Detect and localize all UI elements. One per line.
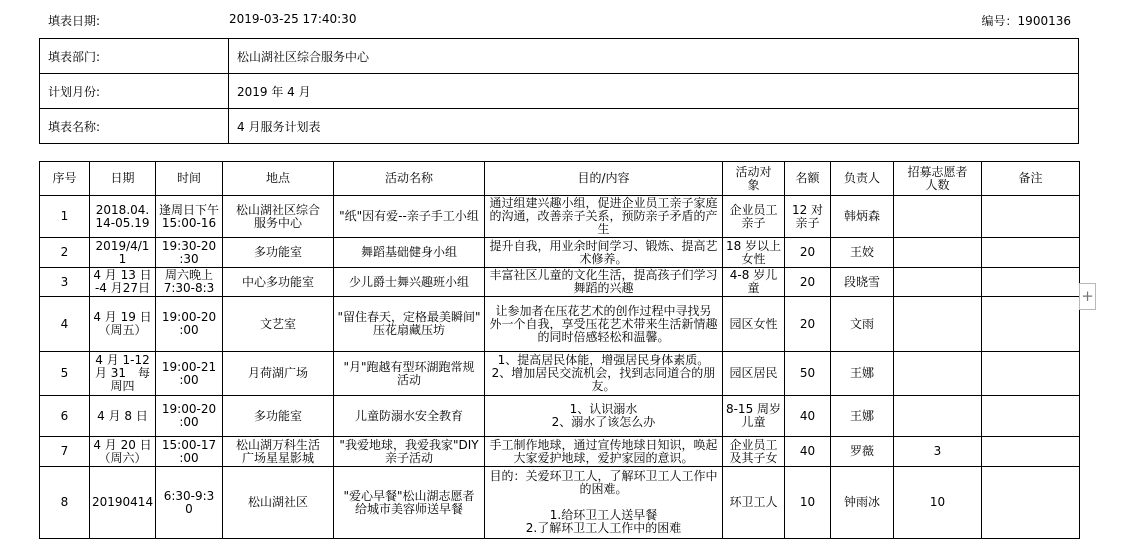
table-cell: 罗薇 <box>831 437 894 467</box>
table-cell: 20 <box>785 238 831 268</box>
table-cell: 文雨 <box>831 297 894 352</box>
table-cell: "纸"因有爱--亲子手工小组 <box>334 196 485 238</box>
table-cell: 段晓雪 <box>831 268 894 297</box>
table-cell: 松山湖万科生活 广场星星影城 <box>223 437 334 467</box>
table-cell: 让参加者在压花艺术的创作过程中寻找另 外一个自我，享受压花艺术带来生活新情趣 的同时倍感轻松和温馨。 <box>485 297 723 352</box>
table-cell: "爱心早餐"松山湖志愿者 给城市美容师送早餐 <box>334 467 485 539</box>
table-cell: 2019/4/1 1 <box>90 238 156 268</box>
info-row-department <box>40 39 1079 74</box>
table-cell: 40 <box>785 396 831 437</box>
table-cell: 多功能室 <box>223 396 334 437</box>
table-cell <box>982 437 1080 467</box>
column-header: 负责人 <box>831 162 894 196</box>
table-cell <box>982 268 1080 297</box>
table-cell: 19:00-21 :00 <box>156 352 223 396</box>
column-header: 时间 <box>156 162 223 196</box>
table-cell: 王娜 <box>831 396 894 437</box>
table-cell <box>894 238 982 268</box>
date-label: 填表日期: <box>48 14 101 28</box>
table-cell: 王娜 <box>831 352 894 396</box>
table-cell: 周六晚上 7:30-8:3 <box>156 268 223 297</box>
table-cell: 7 <box>40 437 90 467</box>
column-header: 地点 <box>223 162 334 196</box>
table-cell: 19:00-20 :00 <box>156 396 223 437</box>
service-plan-table <box>39 161 1080 539</box>
table-cell: 4 月 19 日 （周五） <box>90 297 156 352</box>
plus-icon: + <box>1081 287 1094 305</box>
table-row <box>40 437 1080 467</box>
table-cell: 4 月 1-12 月 31 每 周四 <box>90 352 156 396</box>
table-cell: 8 <box>40 467 90 539</box>
table-cell: 4 月 13 日 -4 月27日 <box>90 268 156 297</box>
table-row <box>40 268 1080 297</box>
table-row <box>40 297 1080 352</box>
table-cell: 儿童防溺水安全教育 <box>334 396 485 437</box>
column-header: 目的/内容 <box>485 162 723 196</box>
table-cell: 20190414 <box>90 467 156 539</box>
table-cell: 企业员工 亲子 <box>723 196 785 238</box>
table-cell: 6:30-9:3 0 <box>156 467 223 539</box>
table-cell <box>982 467 1080 539</box>
table-cell: 松山湖社区 <box>223 467 334 539</box>
table-cell: 2018.04. 14-05.19 <box>90 196 156 238</box>
date-value: 2019-03-25 17:40:30 <box>229 12 357 26</box>
column-header: 活动对象 <box>723 162 785 196</box>
table-cell <box>982 196 1080 238</box>
plan-month-value: 2019 年 4 月 <box>229 74 1079 109</box>
table-cell: 松山湖社区综合 服务中心 <box>223 196 334 238</box>
table-cell: 钟雨冰 <box>831 467 894 539</box>
form-name-value: 4 月服务计划表 <box>229 109 1079 144</box>
table-cell: 12 对 亲子 <box>785 196 831 238</box>
table-cell: 15:00-17 :00 <box>156 437 223 467</box>
column-header: 活动名称 <box>334 162 485 196</box>
department-value: 松山湖社区综合服务中心 <box>229 39 1079 74</box>
table-cell: 10 <box>894 467 982 539</box>
table-cell: 王姣 <box>831 238 894 268</box>
table-cell: 19:00-20 :00 <box>156 297 223 352</box>
table-cell: 4 月 8 日 <box>90 396 156 437</box>
table-cell: 1、认识溺水 2、溺水了该怎么办 <box>485 396 723 437</box>
table-cell: 中心多功能室 <box>223 268 334 297</box>
table-cell: 20 <box>785 268 831 297</box>
table-cell: 环卫工人 <box>723 467 785 539</box>
table-cell: 5 <box>40 352 90 396</box>
table-cell: 18 岁以上 女性 <box>723 238 785 268</box>
table-row <box>40 196 1080 238</box>
department-label: 填表部门: <box>40 39 229 74</box>
table-cell: 40 <box>785 437 831 467</box>
table-header-row <box>40 162 1080 196</box>
table-cell: 舞蹈基础健身小组 <box>334 238 485 268</box>
table-cell <box>982 396 1080 437</box>
table-cell: 丰富社区儿童的文化生活，提高孩子们学习 舞蹈的兴趣 <box>485 268 723 297</box>
info-table <box>39 38 1079 144</box>
table-cell: 园区居民 <box>723 352 785 396</box>
table-row <box>40 238 1080 268</box>
table-cell <box>894 268 982 297</box>
column-header: 日期 <box>90 162 156 196</box>
table-row <box>40 396 1080 437</box>
table-cell: 园区女性 <box>723 297 785 352</box>
table-cell: 3 <box>40 268 90 297</box>
info-row-form-name <box>40 109 1079 144</box>
table-cell <box>982 297 1080 352</box>
table-cell: 8-15 周岁 儿童 <box>723 396 785 437</box>
form-name-label: 填表名称: <box>40 109 229 144</box>
column-header: 备注 <box>982 162 1080 196</box>
table-cell: 韩炳森 <box>831 196 894 238</box>
table-cell: 4 <box>40 297 90 352</box>
table-cell <box>894 196 982 238</box>
table-cell: 20 <box>785 297 831 352</box>
table-cell: 企业员工 及其子女 <box>723 437 785 467</box>
table-cell: 月荷湖广场 <box>223 352 334 396</box>
table-cell: 目的：关爱环卫工人，了解环卫工人工作中 的困难。 1.给环卫工人送早餐 2.了解环卫工人工作中的困难 <box>485 467 723 539</box>
table-cell: 2 <box>40 238 90 268</box>
table-cell: 4 月 20 日 （周六） <box>90 437 156 467</box>
table-cell: 10 <box>785 467 831 539</box>
table-cell: 3 <box>894 437 982 467</box>
table-cell <box>894 352 982 396</box>
plan-month-label: 计划月份: <box>40 74 229 109</box>
table-cell: 通过组建兴趣小组，促进企业员工亲子家庭 的沟通，改善亲子关系，预防亲子矛盾的产 生 <box>485 196 723 238</box>
table-cell <box>982 352 1080 396</box>
table-row <box>40 467 1080 539</box>
table-cell: 少儿爵士舞兴趣班小组 <box>334 268 485 297</box>
column-header: 名额 <box>785 162 831 196</box>
table-cell: "月"跑越有型环湖跑常规 活动 <box>334 352 485 396</box>
table-cell: 手工制作地球，通过宣传地球日知识，唤起 大家爱护地球，爱护家园的意识。 <box>485 437 723 467</box>
expand-button[interactable] <box>1079 283 1096 310</box>
table-cell <box>894 297 982 352</box>
table-cell: 19:30-20 :30 <box>156 238 223 268</box>
table-cell: 1、提高居民体能，增强居民身体素质。 2、增加居民交流机会，找到志同道合的朋 友。 <box>485 352 723 396</box>
table-cell: 文艺室 <box>223 297 334 352</box>
table-row <box>40 352 1080 396</box>
column-header: 招募志愿者人数 <box>894 162 982 196</box>
table-cell: "留住春天，定格最美瞬间" 压花扇藏压坊 <box>334 297 485 352</box>
table-cell <box>894 396 982 437</box>
table-cell: 多功能室 <box>223 238 334 268</box>
table-cell: "我爱地球，我爱我家"DIY 亲子活动 <box>334 437 485 467</box>
column-header: 序号 <box>40 162 90 196</box>
table-cell: 提升自我，用业余时间学习、锻炼、提高艺 术修养。 <box>485 238 723 268</box>
table-cell: 50 <box>785 352 831 396</box>
form-number: 编号：1900136 <box>981 14 1071 28</box>
table-cell: 4-8 岁儿 童 <box>723 268 785 297</box>
table-cell: 1 <box>40 196 90 238</box>
info-row-plan-month <box>40 74 1079 109</box>
table-cell: 6 <box>40 396 90 437</box>
table-cell: 逢周日下午 15:00-16 <box>156 196 223 238</box>
table-cell <box>982 238 1080 268</box>
